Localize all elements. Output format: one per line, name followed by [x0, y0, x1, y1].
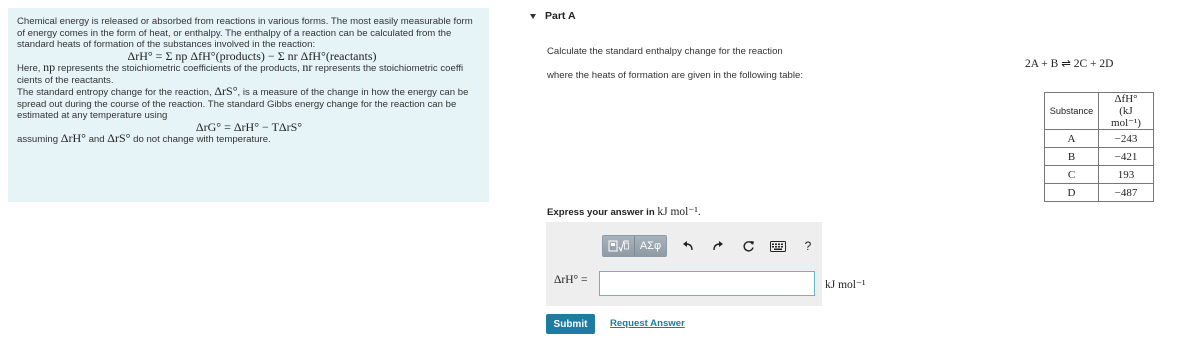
answer-input[interactable]	[599, 271, 815, 296]
header-hf-symbol: ΔfH°	[1114, 93, 1138, 105]
answer-label: ΔrH° =	[554, 274, 588, 286]
reset-icon[interactable]	[739, 236, 757, 256]
info-assumption	[17, 133, 481, 146]
header-substance: Substance	[1045, 93, 1099, 130]
undo-icon[interactable]	[679, 236, 697, 256]
reaction-equation: 2A + B ⇌ 2C + 2D	[1025, 58, 1114, 70]
instruction-text: Express your answer in	[547, 207, 658, 218]
instruction-unit: kJ mol⁻¹.	[657, 206, 701, 218]
text-fragment: Here,	[17, 63, 44, 74]
collapse-caret-icon[interactable]	[530, 14, 536, 19]
value-cell: −487	[1099, 184, 1154, 202]
symbol-enthalpy: ΔrH°	[60, 131, 86, 145]
table-row	[1045, 130, 1154, 148]
value-cell: 193	[1099, 166, 1154, 184]
table-row	[1045, 166, 1154, 184]
question-table-intro: where the heats of formation are given in the following table:	[547, 70, 803, 81]
keyboard-icon[interactable]	[769, 236, 787, 256]
info-entropy-paragraph	[17, 86, 481, 122]
heats-of-formation-table	[1044, 92, 1154, 202]
text-fragment: The standard entropy change for the reaction,	[17, 87, 215, 98]
part-a-header[interactable]	[530, 8, 576, 24]
text-fragment: , is a measure of the change in how the energy can be spread out during the course of the reaction. The standard Gibbs energy change for the reaction can be estimated at any temperature using	[17, 87, 469, 121]
submit-button[interactable]: Submit	[546, 314, 595, 334]
templates-button[interactable]	[603, 236, 634, 256]
text-fragment: represents the stoichiometric coeffi cients of the reactants.	[17, 63, 464, 86]
info-stoich-paragraph	[17, 62, 481, 86]
answer-box	[546, 222, 822, 306]
table-header-row	[1045, 93, 1154, 130]
symbol-nr: nr	[302, 60, 313, 74]
math-toolbar	[602, 236, 817, 256]
answer-units: kJ mol⁻¹	[825, 279, 866, 291]
request-answer-link[interactable]: Request Answer	[610, 318, 685, 329]
substance-cell: A	[1045, 130, 1099, 148]
enthalpy-equation: ΔrH° = Σ np ΔfH°(products) − Σ nr ΔfH°(reactants)	[127, 48, 377, 63]
toolbar-button-group	[602, 235, 667, 257]
redo-icon[interactable]	[709, 236, 727, 256]
help-button[interactable]: ?	[804, 239, 812, 253]
substance-cell: B	[1045, 148, 1099, 166]
info-intro: Chemical energy is released or absorbed from reactions in various forms. The most easily measurable form of energy comes in the form of heat, or enthalpy. The enthalpy of a reaction can be calculated from the standard heats of formation of the substances involved in the reaction:	[17, 16, 473, 50]
greek-symbols-button[interactable]: ΑΣφ	[634, 236, 666, 256]
text-fragment: assuming	[17, 134, 61, 145]
text-fragment: represents the stoichiometric coefficients of the products,	[55, 63, 303, 74]
templates-icon	[608, 239, 630, 253]
substance-cell: C	[1045, 166, 1099, 184]
symbol-np: np	[43, 60, 56, 74]
header-hf-unit: (kJ mol⁻¹)	[1111, 105, 1141, 129]
symbol-entropy: ΔrS°	[214, 84, 238, 98]
substance-cell: D	[1045, 184, 1099, 202]
gibbs-equation: ΔrG° = ΔrH° − TΔrS°	[195, 119, 303, 134]
answer-instruction	[547, 204, 701, 218]
symbol-entropy: ΔrS°	[107, 131, 131, 145]
text-fragment: and	[85, 134, 108, 145]
part-title: Part A	[545, 10, 576, 22]
question-text: Calculate the standard enthalpy change for the reaction	[547, 46, 783, 57]
info-panel	[8, 8, 489, 202]
value-cell: −421	[1099, 148, 1154, 166]
text-fragment: do not change with temperature.	[130, 134, 271, 145]
table-row	[1045, 184, 1154, 202]
value-cell: −243	[1099, 130, 1154, 148]
table-row	[1045, 148, 1154, 166]
header-heat-of-formation	[1099, 93, 1154, 130]
